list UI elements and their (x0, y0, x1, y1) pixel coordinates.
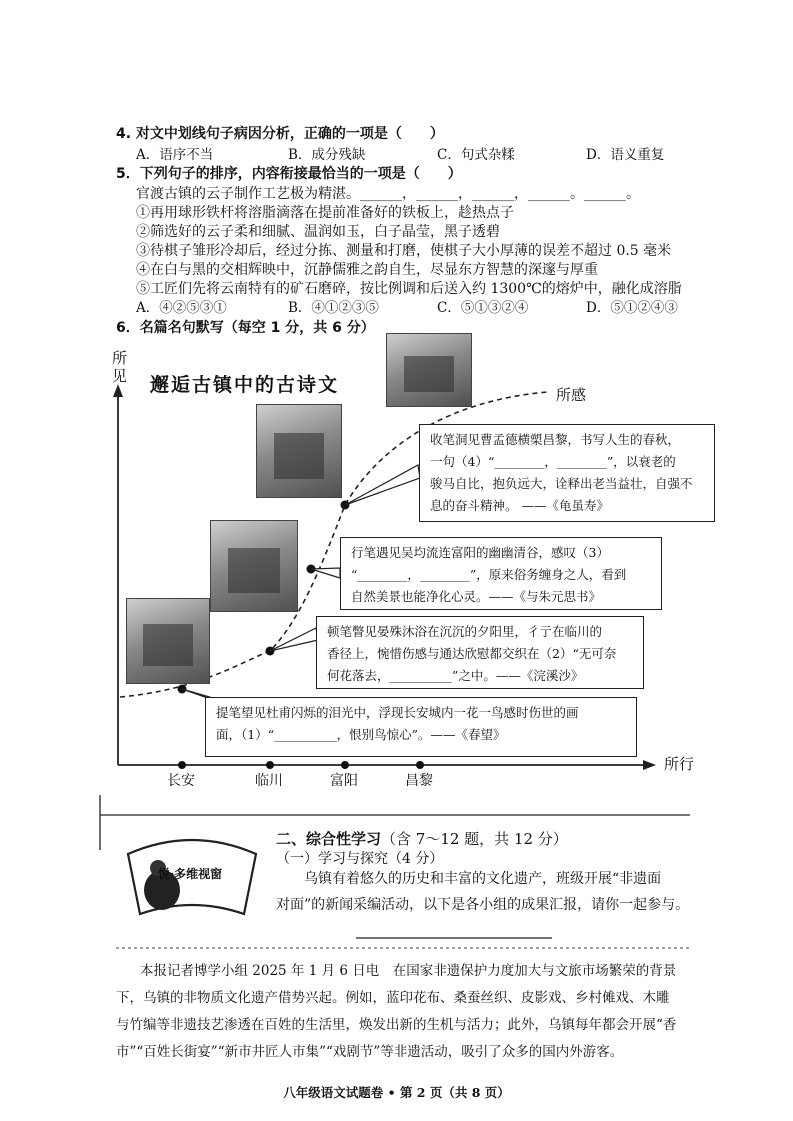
section2-header (276, 829, 568, 849)
q5-option-a: A．④②⑤③① (136, 300, 227, 316)
news-line3: 与竹编等非遗技艺渗透在百姓的生活里，焕发出新的生机与活力；此外，乌镇每年都会开展“香 (116, 1017, 677, 1033)
town-changli: 昌黎 (405, 773, 433, 789)
q5-sentence-3: ③待棋子雏形冷却后，经过分拣、测量和打磨，使棋子大小厚薄的误差不超过 0.5 毫米 (136, 243, 672, 259)
box2-line1: 顿笔瞥见晏殊沐浴在沉沉的夕阳里，彳亍在临川的 (327, 624, 603, 639)
q5-sentence-5: ⑤工匠们先将云南特有的矿石磨碎，按比例调和后送入约 1300℃的熔炉中，融化成溶脂 (136, 281, 682, 297)
q5-option-b: B．④①②③⑤ (288, 300, 379, 316)
q5-option-c: C．⑤①③②④ (437, 300, 529, 316)
q5-sentence-1: ①再用球形铁杆将溶脂滴落在提前准备好的铁板上，趁热点子 (136, 205, 514, 221)
town-linchuan: 临川 (255, 773, 283, 789)
section2-intro-line1: 乌镇有着悠久的历史和丰富的文化遗产，班级开展“非遗面 (304, 871, 662, 887)
box2-line2: 香径上，惋惜伤感与通达欣慰都交织在（2）“无可奈 (327, 646, 617, 661)
news-line2: 下，乌镇的非物质文化遗产借势兴起。例如，蓝印花布、桑蚕丝织、皮影戏、乡村傩戏、木雕 (116, 990, 670, 1006)
q6-stem: 6．名篇名句默写（每空 1 分，共 6 分） (116, 320, 375, 336)
box3-line3: 自然美景也能净化心灵。——《与朱元思书》 (351, 589, 602, 604)
box1-line1: 提笔望见杜甫闪烁的泪光中，浮现长安城内一花一鸟感时伤世的画 (216, 705, 579, 720)
curve-label: 所感 (556, 386, 587, 404)
box4-line2: 一句（4）“________，________”，以衰老的 (430, 454, 676, 469)
q5-sentence-2: ②筛选好的云子柔和细腻、温润如玉，白子晶莹，黑子透碧 (136, 224, 500, 240)
graphic-title: 邂逅古镇中的古诗文 (150, 374, 340, 396)
box4-line3: 骏马自比，抱负远大，诠释出老当益壮，自强不 (430, 476, 693, 491)
section2-heading-note: （含 7～12 题，共 12 分） (381, 830, 568, 848)
town-fuyang: 富阳 (330, 773, 358, 789)
q5-sentence-4: ④在白与黑的交相辉映中，沉静儒雅之韵自生，尽显东方智慧的深邃与厚重 (136, 262, 598, 278)
section2-intro-line2: 对面”的新闻采编活动，以下是各小组的成果汇报，请你一起参与。 (276, 897, 690, 913)
page-footer: 八年级语文试题卷 • 第 2 页（共 8 页） (283, 1085, 510, 1100)
news-line4: 市”“百姓长街宴”“新市井匠人市集”“戏剧节”等非遗活动，吸引了众多的国内外游客。 (116, 1044, 624, 1060)
q4-option-d: D．语义重复 (586, 147, 665, 163)
box1-line2: 面，（1）“__________，恨别鸟惊心”。——《春望》 (216, 727, 506, 742)
q4-option-c: C．句式杂糅 (437, 147, 515, 163)
box4-line1: 收笔洞见曹孟德横槊昌黎，书写人生的春秋， (430, 432, 681, 447)
box2-line3: 何花落去，__________”之中。——《浣溪沙》 (327, 668, 584, 683)
x-axis-label: 所行 (664, 755, 695, 773)
box3-line2: “________，________”，原来俗务缠身之人，看到 (351, 567, 627, 582)
fan-text: 悦·多维视窗 (158, 867, 223, 881)
q4-option-b: B．成分残缺 (288, 147, 366, 163)
box3-line1: 行笔遇见吴均流连富阳的幽幽清谷，感叹（3） (351, 545, 609, 560)
q4-stem: 4. 对文中划线句子病因分析，正确的一项是（ ） (116, 126, 444, 142)
box4-line4: 息的奋斗精神。 ——《龟虽寿》 (430, 498, 609, 513)
q5-option-d: D．⑤①②④③ (586, 300, 678, 316)
q5-stem: 5．下列句子的排序，内容衔接最恰当的一项是（ ） (116, 166, 462, 182)
section2-subheading: （一）学习与探究（4 分） (276, 851, 444, 867)
section2-heading: 二、综合性学习 (276, 830, 382, 848)
y-axis-label: 所见 (112, 349, 128, 385)
q5-intro: 官渡古镇的云子制作工艺极为精湛。______，______，______，______。______。 (136, 186, 640, 202)
news-line1: 本报记者博学小组 2025 年 1 月 6 日电 在国家非遗保护力度加大与文旅市场繁荣的背景 (140, 963, 677, 979)
q4-option-a: A．语序不当 (136, 147, 214, 163)
town-changan: 长安 (167, 773, 195, 789)
